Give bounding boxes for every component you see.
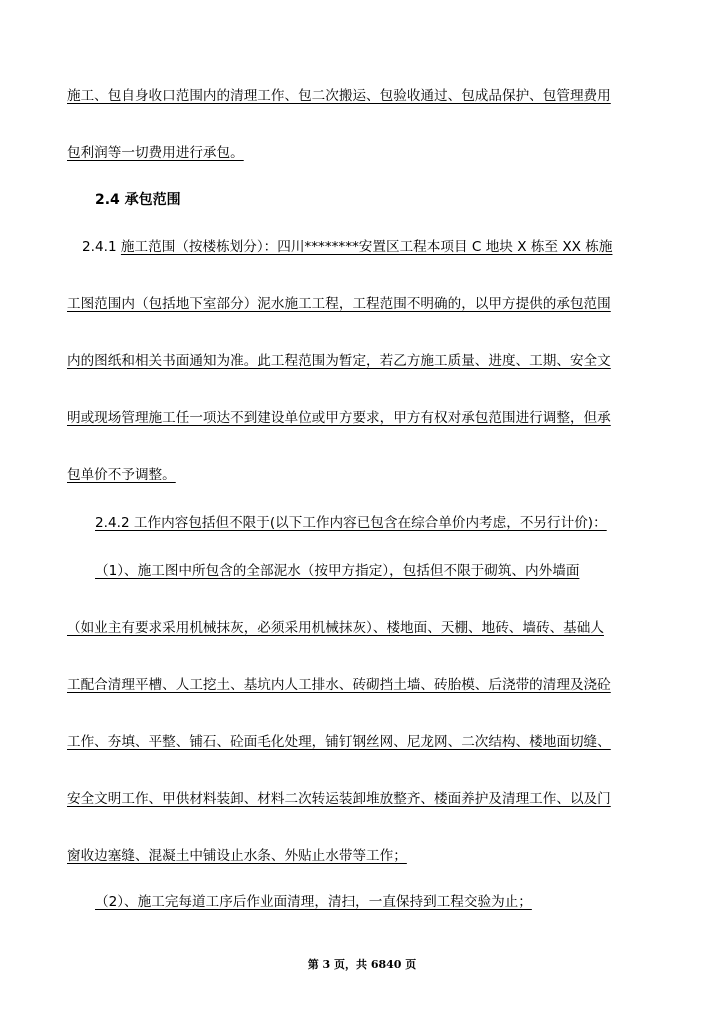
item-1-line-2: （如业主有要求采用机械抹灰，必须采用机械抹灰）、楼地面、天棚、地砖、墙砖、基础人 (67, 620, 604, 636)
clause-number-2-4-1: 2.4.1 (82, 239, 117, 255)
clause-2-4-1 (82, 238, 657, 256)
paragraph-line-1: 施工、包自身收口范围内的清理工作、包二次搬运、包验收通过、包成品保护、包管理费用 (67, 88, 611, 104)
paragraph-line-5: 工图范围内（包括地下室部分）泥水施工工程，工程范围不明确的，以甲方提供的承包范围 (67, 296, 611, 312)
item-1-line-3: 工配合清理平槽、人工挖土、基坑内人工排水、砖砌挡土墙、砖胎模、后浇带的清理及浇砼 (67, 677, 611, 693)
item-1-line-1: （1）、施工图中所包含的全部泥水（按甲方指定），包括但不限于砌筑、内外墙面 (95, 563, 580, 579)
paragraph-line-6: 内的图纸和相关书面通知为准。此工程范围为暂定，若乙方施工质量、进度、工期、安全文 (67, 353, 611, 369)
item-2: （2）、施工完每道工序后作业面清理，清扫，一直保持到工程交验为止； (95, 894, 532, 910)
paragraph-line-7: 明或现场管理施工任一项达不到建设单位或甲方要求，甲方有权对承包范围进行调整，但承 (67, 410, 611, 426)
page-number-footer: 第 3 页，共 6840 页 (307, 958, 417, 971)
clause-2-4-1-text: 施工范围（按楼栋划分）：四川********安置区工程本项目 C 地块 X 栋至 XX 栋施 (120, 239, 613, 255)
item-1-line-4: 工作、夯填、平整、铺石、砼面毛化处理，铺钉钢丝网、尼龙网、二次结构、楼地面切缝、 (67, 734, 611, 750)
section-heading-2-4: 2.4 承包范围 (95, 192, 181, 208)
paragraph-line-2: 包利润等一切费用进行承包。 (67, 145, 244, 161)
item-1-line-6: 窗收边塞缝、混凝土中铺设止水条、外贴止水带等工作； (67, 848, 407, 864)
paragraph-line-8: 包单价不予调整。 (67, 467, 176, 483)
clause-2-4-2: 2.4.2 工作内容包括但不限于(以下工作内容已包含在综合单价内考虑，不另行计价)： (95, 515, 607, 531)
item-1-line-5: 安全文明工作、甲供材料装卸、材料二次转运装卸堆放整齐、楼面养护及清理工作、以及门 (67, 791, 611, 807)
